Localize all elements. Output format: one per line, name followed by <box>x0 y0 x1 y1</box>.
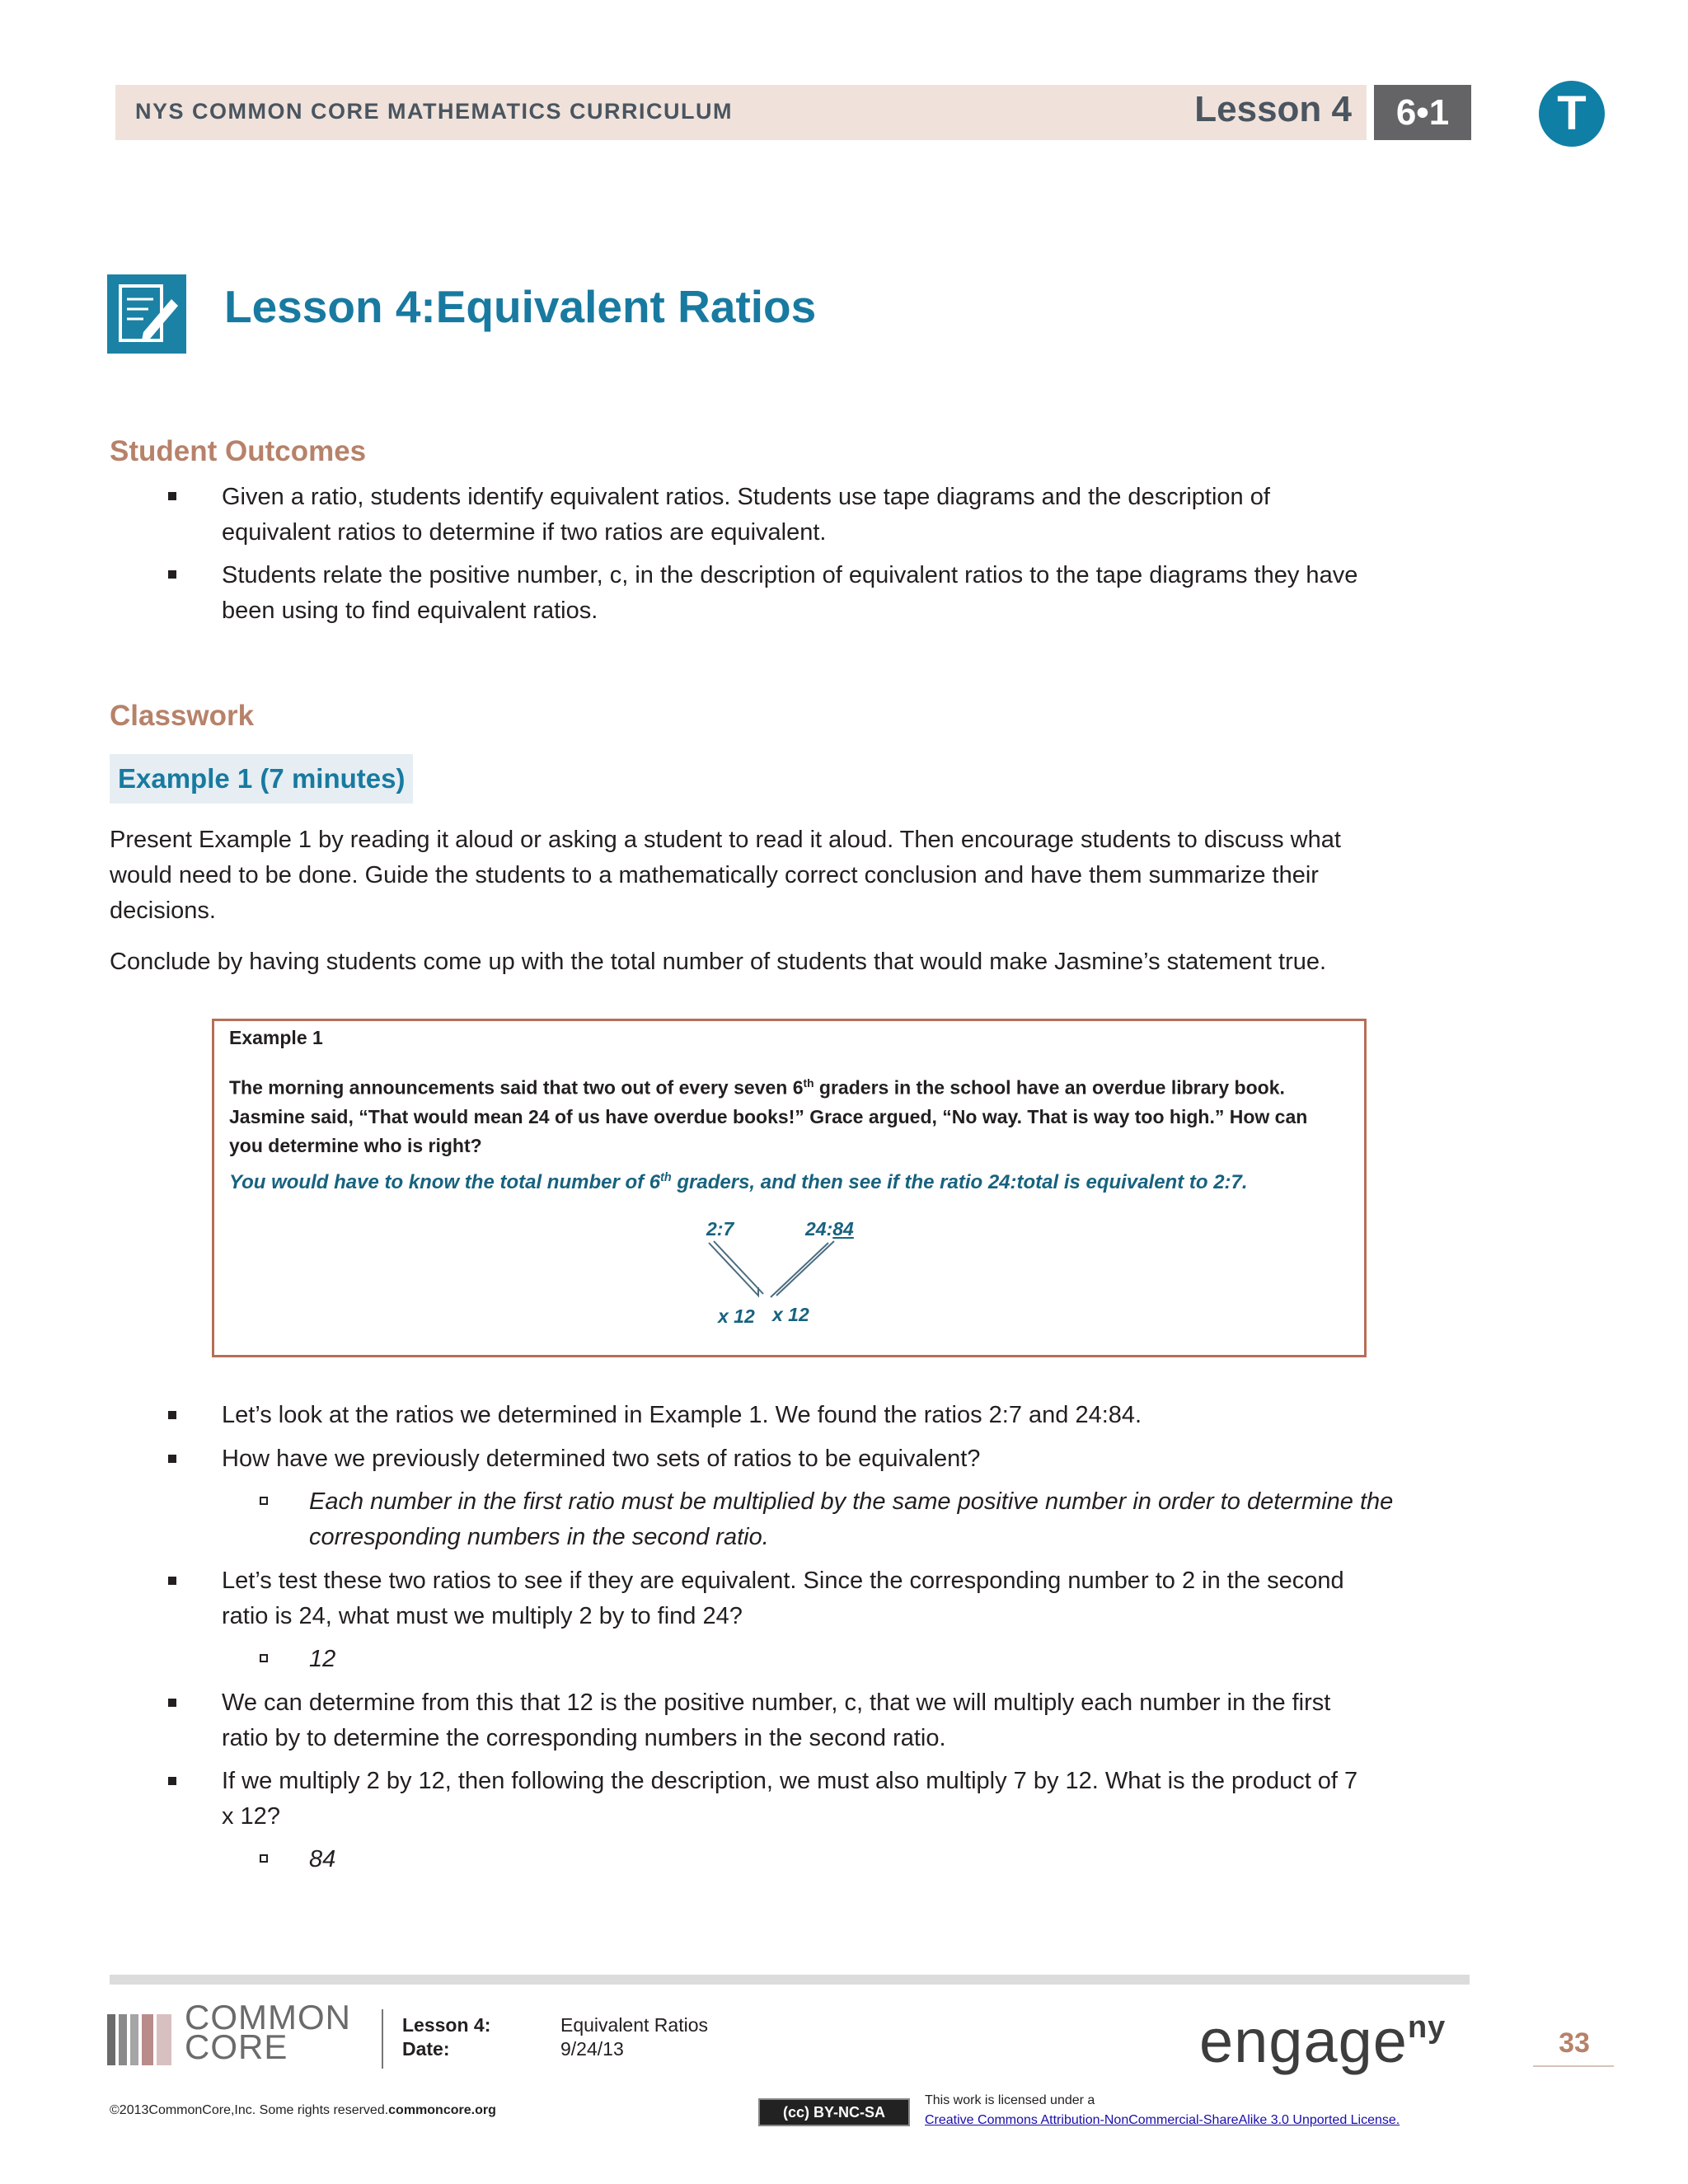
bullet <box>168 1699 176 1707</box>
discussion-item-1: Let’s look at the ratios we determined in Example 1. We found the ratios 2:7 and 24:84. <box>222 1402 1142 1428</box>
example-answer: You would have to know the total number of 6th graders, and then see if the ratio 24:total is equivalent to 2:7. <box>229 1171 1248 1193</box>
example-label: Example 1 <box>229 1027 323 1048</box>
outcome-item-2: Students relate the positive number, c, in the description of equivalent ratios to the tape diagrams they have been using to find equivalent ratios. <box>222 562 1358 624</box>
page-title: Lesson 4:Equivalent Ratios <box>224 281 817 332</box>
discussion-item-3: Let’s test these two ratios to see if they are equivalent. Since the corresponding number to 2 in the second ratio is 24, what must we multiply 2 by to find 24? <box>222 1568 1344 1629</box>
engageny-logo: engage$^{ny}$ <box>1199 2007 1447 2075</box>
bullet <box>168 1777 176 1785</box>
discussion-item-5: If we multiply 2 by 12, then following the description, we must also multiply 7 by 12. What is the product of 7 x 12? <box>222 1768 1358 1830</box>
header-lesson-label: Lesson 4 <box>1194 89 1352 129</box>
example-tag: Example 1 (7 minutes) <box>110 754 413 804</box>
ratio-left: 2:7 <box>706 1218 734 1240</box>
classwork-conclude: Conclude by having students come up with the total number of students that would make Jasmine’s statement true. <box>110 949 1327 975</box>
license-text: This work is licensed under a <box>925 2093 1095 2107</box>
sub-bullet <box>260 1497 268 1505</box>
footer-date-label: Date: <box>402 2038 450 2060</box>
discussion-item-2: How have we previously determined two sets of ratios to be equivalent? <box>222 1446 981 1472</box>
classwork-intro: Present Example 1 by reading it aloud or asking a student to read it aloud. Then encourage students to discuss what would need to be done. Guide the students to a mathematically correct conclusion and have them summarize their decisions. <box>110 827 1341 924</box>
common-core-logo-text: COMMON CORE <box>185 1998 351 2066</box>
curriculum-title: NYS COMMON CORE MATHEMATICS CURRICULUM <box>135 99 733 124</box>
teacher-badge: T <box>1539 81 1605 147</box>
footer-divider <box>382 2009 383 2069</box>
classwork-heading: Classwork <box>110 700 255 732</box>
footer-lesson-label: Lesson 4: <box>402 2014 491 2036</box>
common-core-logo-icon <box>107 2011 181 2069</box>
sub-bullet <box>260 1854 268 1863</box>
grade-module-badge: 6•1 <box>1374 85 1471 140</box>
footer-lesson-value: Equivalent Ratios <box>560 2014 708 2036</box>
cc-license-badge[interactable]: (cc) BY-NC-SA <box>758 2098 910 2126</box>
bullet <box>168 492 176 500</box>
sub-bullet <box>260 1654 268 1662</box>
discussion-answer-5: 84 <box>309 1846 336 1872</box>
outcome-item-1: Given a ratio, students identify equivalent ratios. Students use tape diagrams and the description of equivalent ratios to determine if two ratios are equivalent. <box>222 484 1270 546</box>
ratio-right: 24:84 <box>805 1218 854 1240</box>
footer-rule <box>110 1975 1470 1985</box>
discussion-answer-3: 12 <box>309 1646 336 1672</box>
license-link[interactable]: Creative Commons Attribution-NonCommercial-ShareAlike 3.0 Unported License. <box>925 2113 1400 2127</box>
multiplier-right: x 12 <box>772 1304 809 1325</box>
page-number: 33 <box>1559 2027 1590 2059</box>
bullet <box>168 1577 176 1585</box>
page-number-rule <box>1533 2065 1614 2067</box>
discussion-item-4: We can determine from this that 12 is the positive number, c, that we will multiply each number in the first ratio by to determine the corresponding numbers in the second ratio. <box>222 1690 1331 1751</box>
multiplier-left: x 12 <box>718 1305 755 1327</box>
commoncore-link[interactable]: commoncore.org <box>388 2103 496 2117</box>
discussion-answer-2: Each number in the first ratio must be multiplied by the same positive number in order to determine the corresponding numbers in the second ratio. <box>309 1488 1394 1550</box>
bullet <box>168 1455 176 1463</box>
example-problem-text: The morning announcements said that two out of every seven 6th graders in the school have an overdue library book. Jasmine said, “That would mean 24 of us have overdue books!” Grace argued, “No way. That is way too high.” How can you determine who is right? <box>229 1076 1308 1156</box>
lesson-pencil-icon <box>107 274 186 354</box>
bullet <box>168 1411 176 1419</box>
footer-date-value: 9/24/13 <box>560 2038 624 2060</box>
bullet <box>168 570 176 579</box>
student-outcomes-heading: Student Outcomes <box>110 435 367 467</box>
multiplier-arrows <box>701 1236 849 1310</box>
copyright: ©2013CommonCore,Inc. Some rights reserved.commoncore.org <box>110 2103 496 2117</box>
